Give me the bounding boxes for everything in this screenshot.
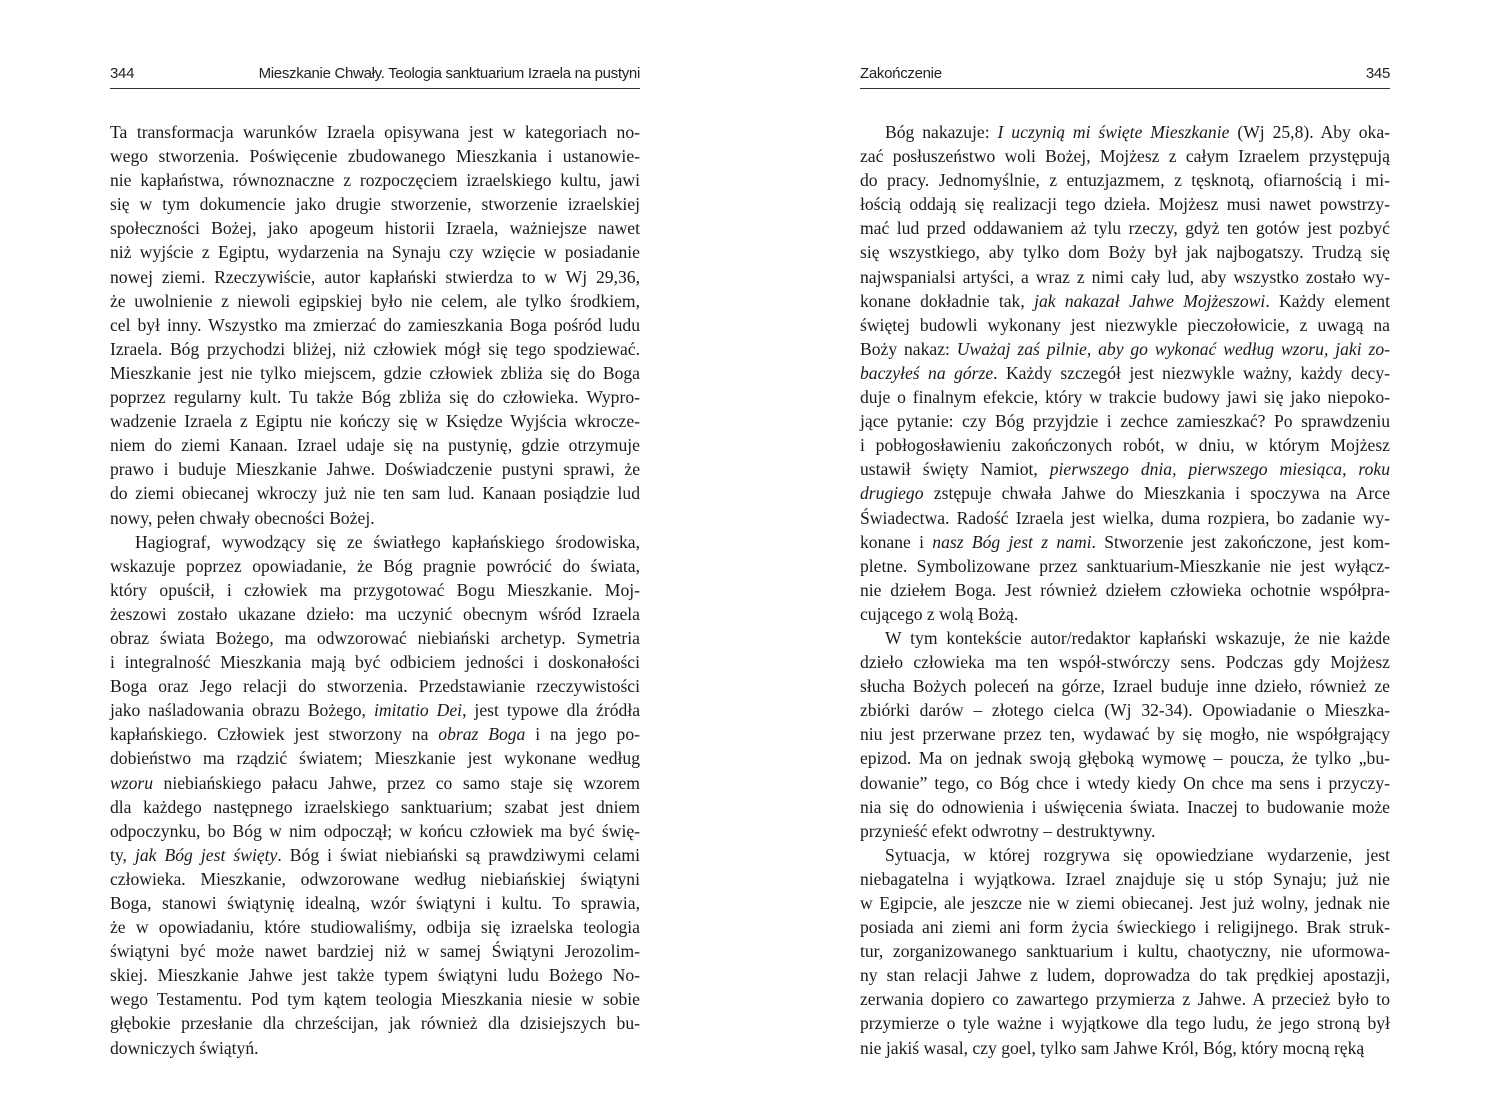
paragraph: [110, 530, 640, 1060]
text-line: [110, 168, 640, 192]
text-line: [110, 891, 640, 915]
text-line: [860, 361, 1390, 385]
text-line: [110, 674, 640, 698]
body-text: [860, 120, 1390, 1060]
text-line: [860, 795, 1390, 819]
text-line: [860, 240, 1390, 264]
text-run: zbiórki darów – złotego cielca (Wj 32-34). Opowiadanie o Mieszka-: [860, 700, 1390, 721]
text-line: [860, 915, 1390, 939]
text-run: niebagatelna i wyjątkowa. Izrael znajduje się u stóp Synaju; już nie: [860, 868, 1390, 889]
text-line: [110, 385, 640, 409]
text-line: [860, 481, 1390, 505]
text-line: [860, 987, 1390, 1011]
text-run: łością oddają się realizacji tego dzieła. Mojżesz musi nawet powstrzy-: [860, 194, 1390, 215]
italic-run: drugiego: [860, 483, 924, 504]
text-line: [110, 578, 640, 602]
text-line: [110, 192, 640, 216]
text-line: [860, 313, 1390, 337]
page-number: 344: [110, 65, 135, 82]
text-run: Hagiograf, wywodzący się ze światłego kapłańskiego środowiska,: [135, 531, 640, 552]
text-run: Boży nakaz:: [860, 338, 957, 359]
text-line: [110, 265, 640, 289]
italic-run: I uczynią mi święte Mieszkanie: [997, 122, 1230, 142]
text-run: świętej budowli wykonany jest niezwykle pieczołowicie, z uwagą na: [860, 314, 1390, 335]
running-head-title: Zakończenie: [860, 65, 942, 82]
text-run: skiej. Mieszkanie Jahwe jest także typem świątyni ludu Bożego No-: [110, 965, 640, 986]
text-run: nie kapłaństwa, równoznaczne z rozpoczęciem izraelskiego kultu, jawi: [110, 170, 640, 191]
text-run: do ziemi obiecanej wkroczy już nie ten sam lud. Kanaan posiądzie lud: [110, 483, 640, 504]
text-run: cel był inny. Wszystko ma zmierzać do zamieszkania Boga pośród ludu: [110, 314, 640, 335]
text-run: dzieło człowieka ma ten współ-stwórczy sens. Podczas gdy Mojżesz: [860, 652, 1390, 673]
text-run: . Każdy element: [1265, 290, 1390, 311]
text-run: wskazuje poprzez opowiadanie, że Bóg pragnie powrócić do świata,: [110, 555, 640, 576]
text-line: [110, 915, 640, 939]
page-number: 345: [1365, 65, 1390, 82]
text-run: i na jego po-: [525, 724, 640, 745]
text-line: [110, 650, 640, 674]
text-run: dobieństwo ma rządzić światem; Mieszkanie jest wykonane według: [110, 748, 640, 769]
text-line: [860, 843, 1390, 867]
text-line: [860, 337, 1390, 361]
text-run: przynieść efekt odwrotny – destruktywny.: [860, 820, 1156, 841]
text-line: [110, 963, 640, 987]
text-line: [110, 795, 640, 819]
text-line: [860, 554, 1390, 578]
text-run: epizod. Ma on jednak swoją głęboką wymowę – poucza, że tylko „bu-: [860, 748, 1390, 769]
text-line: [110, 1011, 640, 1035]
text-run: ty,: [110, 844, 135, 865]
right-page: [860, 0, 1390, 1115]
text-run: Ta transformacja warunków Izraela opisywana jest w kategoriach no-: [110, 122, 640, 142]
running-header-right: [860, 60, 1390, 89]
text-run: Świadectwa. Radość Izraela jest wielka, duma rozpiera, bo zadanie wy-: [860, 507, 1390, 528]
paragraph: [860, 843, 1390, 1060]
text-line: [860, 674, 1390, 698]
text-run: i pobłogosławieniu zakończonych robót, w dniu, w którym Mojżesz: [860, 435, 1390, 456]
text-run: i integralność Mieszkania mają być odbiciem jedności i doskonałości: [110, 652, 640, 673]
text-run: , jest typowe dla źródła: [462, 700, 641, 721]
text-line: [860, 771, 1390, 795]
text-line: [860, 867, 1390, 891]
text-run: w Egipcie, ale jeszcze nie w ziemi obiecanej. Jest już wolny, jednak nie: [860, 893, 1390, 913]
text-line: [110, 289, 640, 313]
text-run: kapłańskiego. Człowiek jest stworzony na: [110, 724, 439, 745]
paragraph: [110, 120, 640, 530]
text-run: zać posłuszeństwo woli Bożej, Mojżesz z całym Izraelem przystępują: [860, 146, 1390, 167]
italic-run: jak nakazał Jahwe Mojżeszowi: [1034, 290, 1266, 311]
text-line: [860, 168, 1390, 192]
text-line: [110, 481, 640, 505]
italic-run: imitatio Dei: [373, 700, 463, 721]
text-run: wadzenie Izraela z Egiptu nie kończy się w Księdze Wyjścia wkrocze-: [110, 411, 640, 432]
text-line: [860, 216, 1390, 240]
text-run: W tym kontekście autor/redaktor kapłański wskazuje, że nie każde: [885, 627, 1390, 648]
text-line: [860, 650, 1390, 674]
text-run: Sytuacja, w której rozgrywa się opowiedziane wydarzenie, jest: [885, 844, 1390, 865]
italic-run: jak Bóg jest święty: [134, 844, 278, 865]
text-run: dowanie” tego, co Bóg chce i wtedy kiedy On chce ma sens i przyczy-: [860, 772, 1390, 793]
text-run: tur, zorganizowanego sanktuarium i kultu, chaotyczny, nie uformowa-: [860, 941, 1390, 962]
text-line: [110, 698, 640, 722]
text-run: jako naśladowania obrazu Bożego,: [110, 700, 374, 721]
text-run: duje o finalnym efekcie, który w trakcie budowy jawi się jako niepoko-: [860, 387, 1390, 408]
text-run: słucha Bożych poleceń na górze, Izrael buduje inne dzieło, również ze: [860, 676, 1390, 697]
text-run: nie dziełem Boga. Jest również dziełem człowieka ochotnie współpra-: [860, 579, 1390, 600]
text-line: [860, 265, 1390, 289]
text-run: obraz świata Bożego, ma odwzorować niebiański archetyp. Symetria: [110, 627, 640, 648]
text-line: [860, 939, 1390, 963]
italic-run: baczyłeś na górze: [860, 362, 994, 383]
text-line: [110, 867, 640, 891]
text-run: że w opowiadaniu, które studiowaliśmy, odbija się izraelska teologia: [110, 917, 640, 938]
text-run: zstępuje chwała Jahwe do Mieszkania i spoczywa na Arce: [923, 483, 1390, 504]
text-run: dla każdego następnego izraelskiego sanktuarium; szabat jest dniem: [110, 796, 640, 817]
text-line: [860, 385, 1390, 409]
text-line: [860, 1011, 1390, 1035]
text-line: [110, 120, 640, 144]
text-run: niu jest przerwane przez ten, wydawać by się mogło, nie współgrający: [860, 724, 1390, 745]
text-line: [110, 337, 640, 361]
text-run: niebiańskiego pałacu Jahwe, przez co samo staje się wzorem: [153, 772, 640, 793]
text-run: społeczności Bożej, jako apogeum historii Izraela, ważniejsze nawet: [110, 218, 640, 239]
text-line: [860, 433, 1390, 457]
text-run: człowieka. Mieszkanie, odwzorowane według niebiańskiej świątyni: [110, 868, 640, 889]
text-line: [110, 771, 640, 795]
text-line: [110, 240, 640, 264]
text-line: [860, 409, 1390, 433]
text-run: Mieszkanie jest nie tylko miejscem, gdzie człowiek zbliża się do Boga: [110, 362, 640, 383]
paragraph: [860, 120, 1390, 626]
text-line: [110, 746, 640, 770]
text-run: że uwolnienie z niewoli egipskiej było nie celem, ale tylko środkiem,: [110, 290, 640, 311]
body-text: [110, 120, 640, 1060]
text-line: [110, 313, 640, 337]
text-run: się w tym dokumencie jako drugie stworzenie, stworzenie izraelskiej: [110, 194, 640, 215]
text-run: Boga, stanowi świątynię idealną, wzór świątyni i kultu. To sprawia,: [110, 893, 640, 913]
text-line: [860, 626, 1390, 650]
text-line: [860, 578, 1390, 602]
left-page: [110, 0, 640, 1115]
text-line: [110, 722, 640, 746]
text-line: [110, 361, 640, 385]
text-run: jące pytanie: czy Bóg przyjdzie i zechce zamieszkać? Po sprawdzeniu: [860, 411, 1390, 432]
text-run: Boga oraz Jego relacji do stworzenia. Przedstawianie rzeczywistości: [110, 676, 640, 697]
text-run: do pracy. Jednomyślnie, z entuzjazmem, z tęsknotą, ofiarnością i mi-: [860, 170, 1390, 191]
text-run: który opuścił, i człowiek ma przygotować Bogu Mieszkanie. Moj-: [110, 579, 640, 600]
text-run: . Stworzenie jest zakończone, jest kom-: [1091, 531, 1390, 552]
text-line: [110, 457, 640, 481]
text-line: [860, 506, 1390, 530]
text-run: głębokie przesłanie dla chrześcijan, jak również dla dzisiejszych bu-: [110, 1013, 640, 1034]
text-run: Bóg nakazuje:: [885, 122, 998, 142]
text-run: zerwania dopiero co zawartego przymierza z Jahwe. A przecież było to: [860, 989, 1390, 1010]
italic-run: Uważaj zaś pilnie, aby go wykonać według wzoru, jaki zo-: [956, 338, 1390, 359]
italic-run: obraz Boga: [438, 724, 526, 745]
text-run: cującego z wolą Bożą.: [860, 603, 1019, 624]
text-run: konane dokładnie tak,: [860, 290, 1035, 311]
text-run: ustawił święty Namiot,: [860, 459, 1050, 480]
running-header-left: [110, 60, 640, 89]
text-line: [860, 192, 1390, 216]
text-run: przymierze o tyle ważne i wyjątkowe dla tego ludu, że jego stroną był: [860, 1013, 1390, 1034]
text-line: [110, 433, 640, 457]
italic-run: pierwszego dnia, pierwszego miesiąca, roku: [1049, 459, 1390, 480]
text-line: [110, 626, 640, 650]
text-run: niż wyjście z Egiptu, wydarzenia na Synaju czy wzięcie w posiadanie: [110, 242, 640, 263]
italic-run: nasz Bóg jest z nami: [932, 531, 1092, 552]
text-line: [860, 144, 1390, 168]
text-run: najwspanialsi artyści, a wraz z nimi cały lud, aby wszystko zostało wy-: [860, 266, 1390, 287]
text-run: Izraela. Bóg przychodzi bliżej, niż człowiek mógł się tego spodziewać.: [110, 338, 640, 359]
text-run: downiczych świątyń.: [110, 1037, 259, 1058]
text-run: posiada ani ziemi ani form życia świeckiego i religijnego. Brak struk-: [860, 917, 1390, 938]
paragraph: [860, 626, 1390, 843]
text-run: wego stworzenia. Poświęcenie zbudowanego Mieszkania i ustanowie-: [110, 146, 640, 167]
text-line: [110, 554, 640, 578]
text-run: poprzez regularny kult. Tu także Bóg zbliża się do człowieka. Wypro-: [110, 387, 640, 408]
text-run: nia się do odnowienia i uświęcenia świata. Inaczej to budowanie może: [860, 796, 1390, 817]
text-run: nowy, pełen chwały obecności Bożej.: [110, 507, 375, 528]
text-line: [860, 289, 1390, 313]
text-line: [110, 602, 640, 626]
text-line: [860, 722, 1390, 746]
text-run: (Wj 25,8). Aby oka-: [1229, 122, 1391, 142]
italic-run: wzoru: [110, 772, 154, 793]
text-line: [860, 819, 1390, 843]
running-head-title: Mieszkanie Chwały. Teologia sanktuarium Izraela na pustyni: [258, 65, 640, 82]
text-run: wego Testamentu. Pod tym kątem teologia Mieszkania niesie w sobie: [110, 989, 640, 1010]
text-line: [110, 144, 640, 168]
text-run: prawo i buduje Mieszkanie Jahwe. Doświadczenie pustyni sprawi, że: [110, 459, 640, 480]
text-run: nie jakiś wasal, czy goel, tylko sam Jahwe Król, Bóg, który mocną ręką: [860, 1037, 1365, 1058]
text-line: [860, 602, 1390, 626]
text-line: [110, 216, 640, 240]
text-line: [860, 120, 1390, 144]
text-run: się wszystkiego, aby tylko dom Boży był jak najbogatszy. Trudzą się: [860, 242, 1390, 263]
text-line: [860, 963, 1390, 987]
text-run: . Każdy szczegół jest niezwykle ważny, każdy decy-: [993, 362, 1391, 383]
text-run: niem do ziemi Kanaan. Izrael udaje się na pustynię, gdzie otrzymuje: [110, 435, 640, 456]
text-line: [860, 746, 1390, 770]
text-line: [860, 530, 1390, 554]
text-run: nowej ziemi. Rzeczywiście, autor kapłański stwierdza to w Wj 29,36,: [110, 266, 640, 287]
text-run: . Bóg i świat niebiański są prawdziwymi celami: [277, 844, 640, 865]
text-line: [860, 698, 1390, 722]
text-line: [860, 457, 1390, 481]
text-run: konane i: [860, 531, 933, 552]
text-run: świątyni być może nawet bardziej niż w samej Świątyni Jerozolim-: [110, 941, 640, 962]
text-line: [860, 1036, 1390, 1060]
text-line: [860, 891, 1390, 915]
text-line: [110, 1036, 640, 1060]
text-run: odpoczynku, bo Bóg w nim odpoczął; w końcu człowiek ma być świę-: [110, 820, 640, 841]
text-run: pletne. Symbolizowane przez sanktuarium-Mieszkanie nie jest wyłącz-: [860, 555, 1390, 576]
text-line: [110, 987, 640, 1011]
text-line: [110, 409, 640, 433]
text-line: [110, 819, 640, 843]
text-line: [110, 843, 640, 867]
text-run: żeszowi zostało ukazane dzieło: ma uczynić obecnym wśród Izraela: [110, 603, 640, 624]
text-line: [110, 506, 640, 530]
text-line: [110, 530, 640, 554]
text-run: ny stan relacji Jahwe z ludem, doprowadza do tak prędkiej apostazji,: [860, 965, 1390, 986]
text-run: mać lud przed oddawaniem aż tylu rzeczy, gdyż ten gotów jest pozbyć: [860, 218, 1390, 239]
text-line: [110, 939, 640, 963]
